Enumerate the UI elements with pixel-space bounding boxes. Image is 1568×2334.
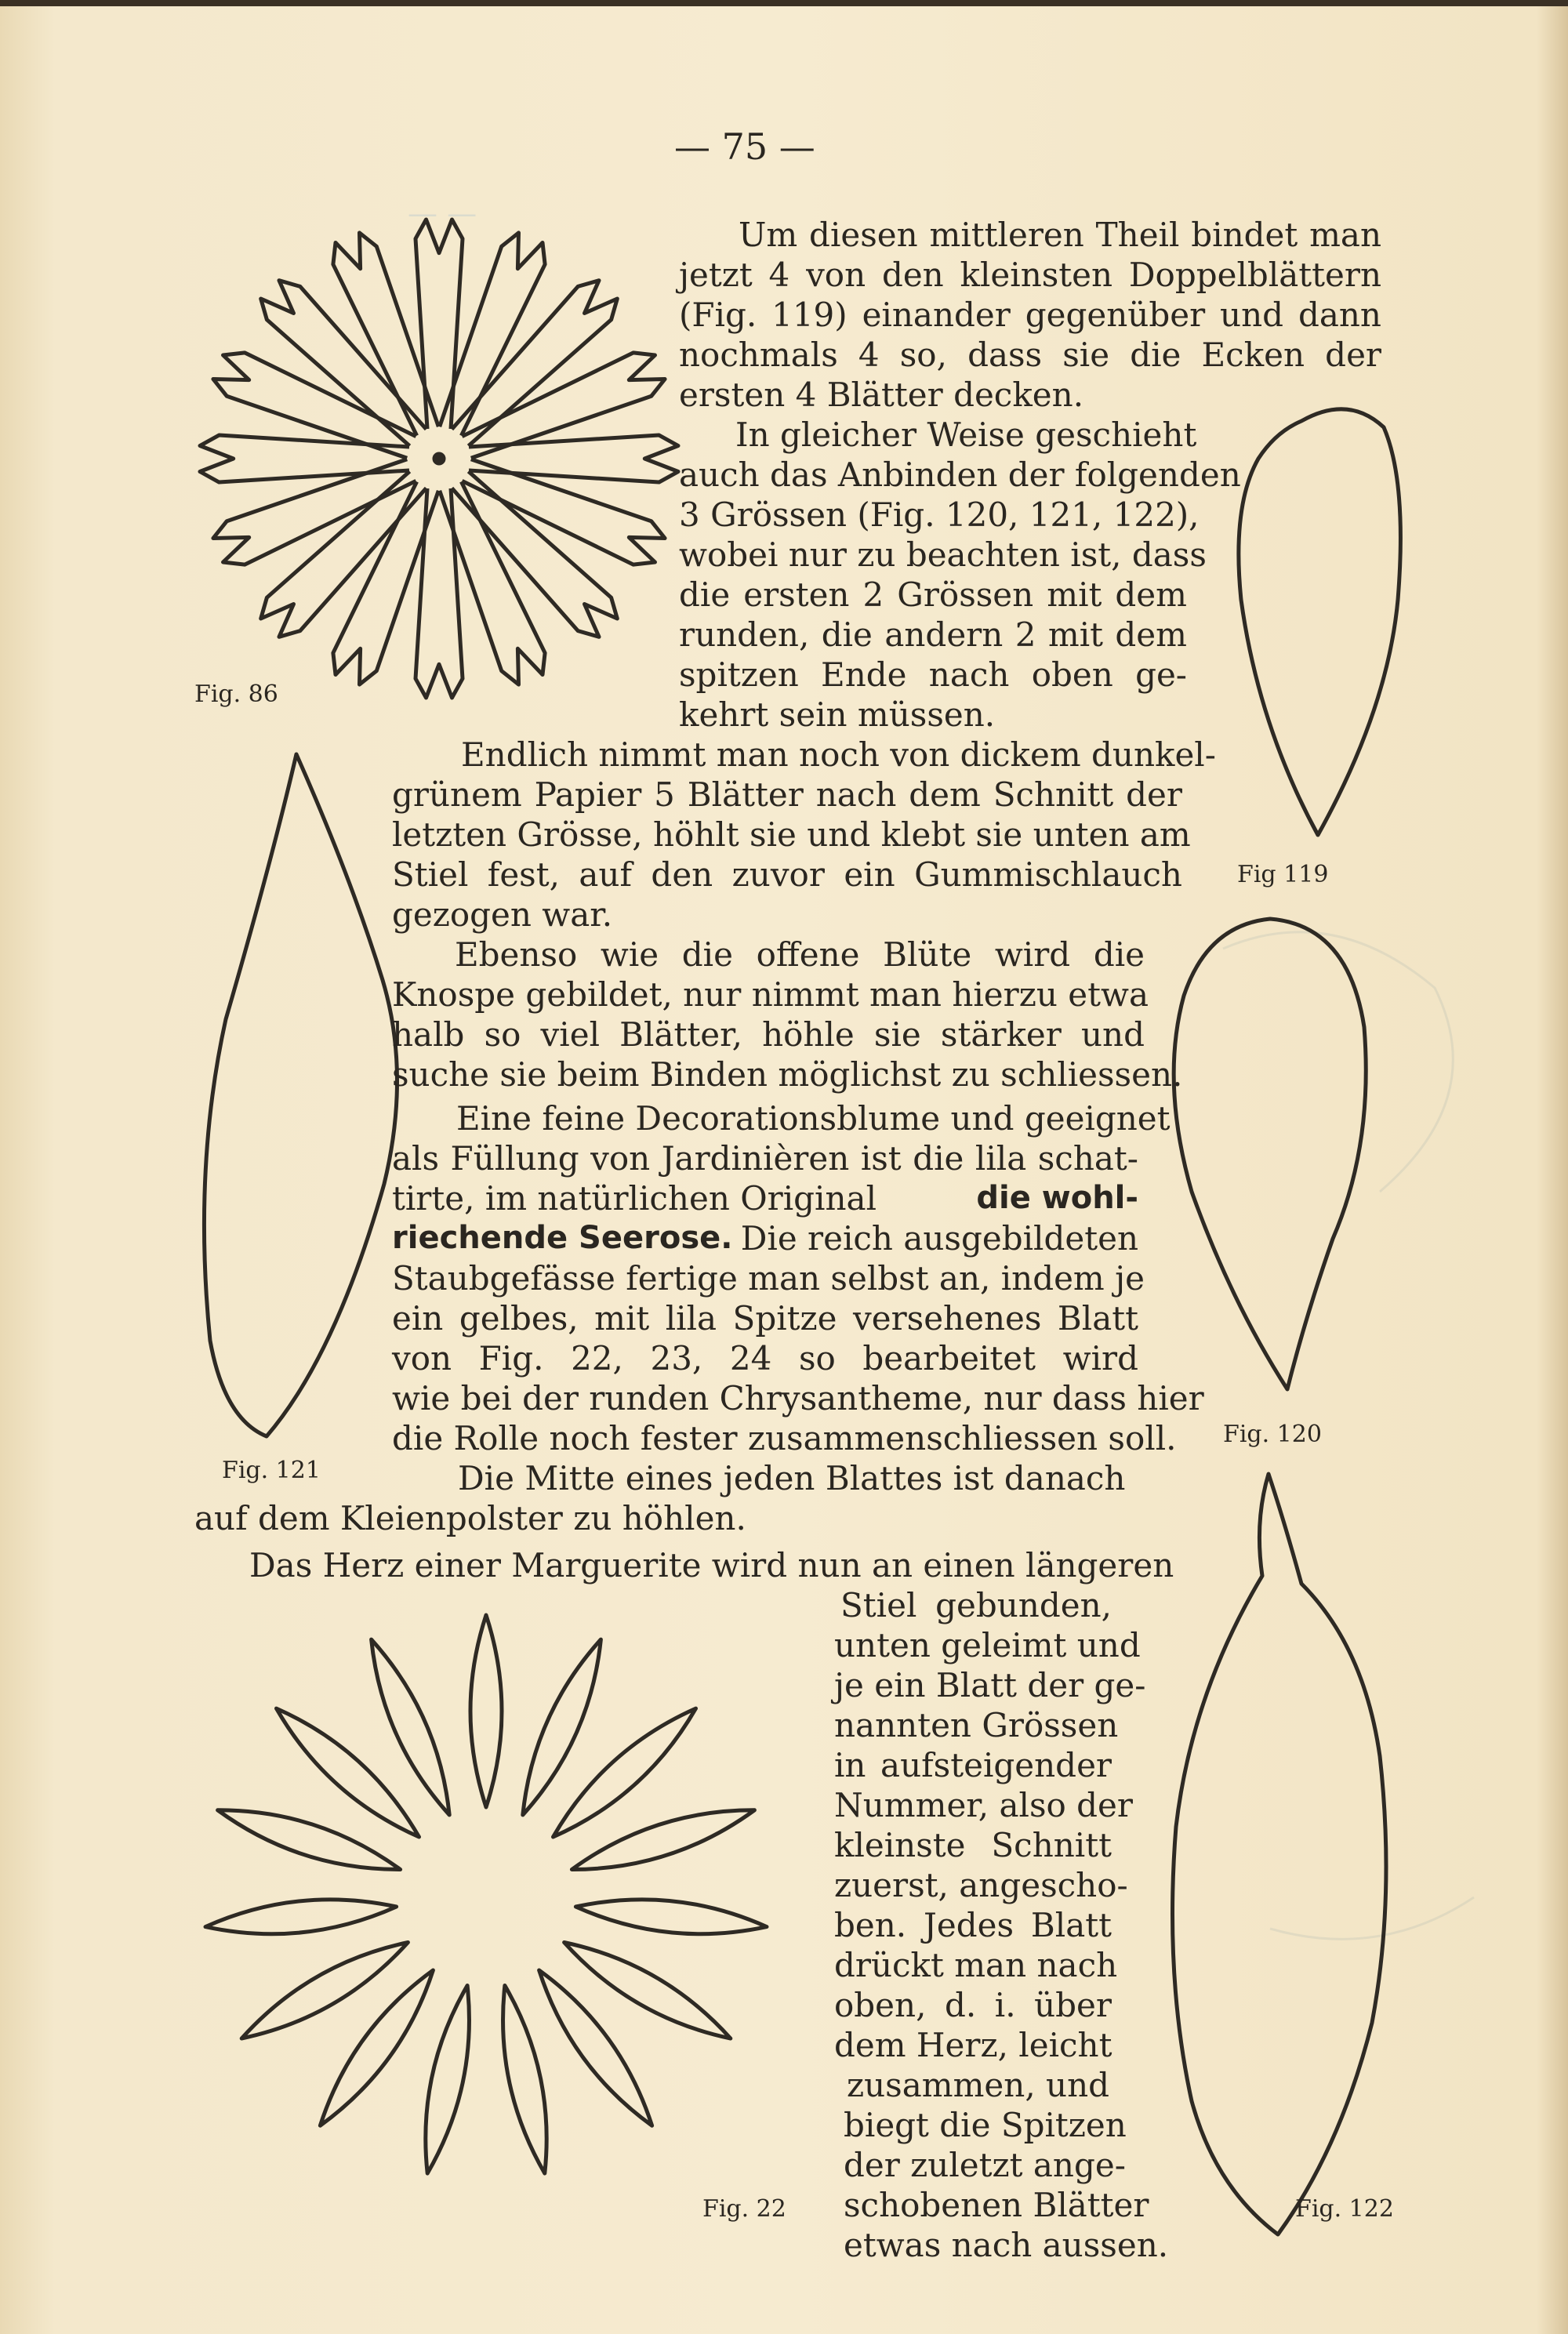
petal-outline — [261, 281, 426, 446]
petal-outline — [200, 435, 409, 482]
page-number: — 75 — — [674, 125, 815, 168]
paragraph-7-line-6: in aufsteigender — [834, 1746, 1112, 1784]
paragraph-2-line-3: 3 Grössen (Fig. 120, 121, 122), — [679, 495, 1200, 534]
paragraph-2-line-2: auch das Anbinden der folgenden — [679, 456, 1241, 494]
paragraph-7-line-12: oben, d. i. über — [834, 1986, 1112, 2024]
paragraph-5-line-7: von Fig. 22, 23, 24 so bearbeitet wird — [392, 1339, 1138, 1378]
paragraph-7-line-9: zuerst, angescho- — [834, 1866, 1128, 1904]
petal-outline — [564, 1943, 731, 2039]
paragraph-1-line-3: (Fig. 119) einander gegenüber und dann — [679, 296, 1381, 334]
paragraph-7-line-5: nannten Grössen — [834, 1706, 1119, 1744]
fig-22-caption: Fig. 22 — [702, 2195, 786, 2223]
petal-outline — [452, 281, 617, 446]
paragraph-7-line-17: schobenen Blätter — [844, 2186, 1149, 2224]
petal-outline — [426, 1986, 470, 2174]
paragraph-4-line-1: Ebenso wie die offene Blüte wird die — [455, 935, 1145, 974]
petal-outline — [452, 471, 617, 637]
show-through-text: — — — [408, 196, 477, 230]
petal-outline — [539, 1970, 652, 2125]
paragraph-3-line-5: gezogen war. — [392, 895, 613, 934]
paragraph-3-line-1: Endlich nimmt man noch von dickem dunkel- — [461, 735, 1216, 774]
fig-86-flower-drawing — [180, 196, 729, 729]
paragraph-7-line-4: je ein Blatt der ge- — [834, 1666, 1146, 1704]
paragraph-1-line-1: Um diesen mittleren Theil bindet man — [739, 216, 1381, 254]
fig-86-caption: Fig. 86 — [194, 681, 278, 708]
paragraph-7-line-15: biegt die Spitzen — [844, 2106, 1127, 2144]
fig-121-leaf-drawing — [179, 745, 414, 1466]
paragraph-2-line-8: kehrt sein müssen. — [679, 695, 996, 734]
paragraph-7-line-2: Stiel gebunden, — [840, 1586, 1112, 1624]
paragraph-7-line-13: dem Herz, leicht — [834, 2026, 1112, 2064]
paragraph-6-line-2: auf dem Kleienpolster zu höhlen. — [194, 1499, 746, 1537]
petal-outline — [416, 488, 463, 698]
petal-outline — [277, 1708, 419, 1837]
petal-outline — [470, 1615, 502, 1807]
fig-119-leaf-drawing — [1227, 396, 1431, 851]
paragraph-2-line-5: die ersten 2 Grössen mit dem — [679, 575, 1187, 614]
fig-119-caption: Fig 119 — [1237, 861, 1329, 888]
paragraph-3-line-2: grünem Papier 5 Blätter nach dem Schnitt der — [392, 775, 1182, 814]
paragraph-4-line-4: suche sie beim Binden möglichst zu schliessen. — [392, 1055, 1183, 1094]
paragraph-5-line-5: Staubgefässe fertige man selbst an, indem je — [392, 1259, 1145, 1298]
paragraph-2-line-7: spitzen Ende nach oben ge- — [679, 655, 1187, 694]
paragraph-5-line-8: wie bei der runden Chrysantheme, nur dass hier — [392, 1379, 1204, 1417]
fig-22-flower-drawing — [188, 1599, 815, 2227]
paragraph-1-line-4: nochmals 4 so, dass sie die Ecken der — [679, 336, 1381, 374]
petal-outline — [503, 1986, 547, 2174]
paragraph-1-line-2: jetzt 4 von den kleinsten Doppelblättern — [679, 256, 1381, 294]
petal-outline — [320, 1970, 433, 2125]
petal-outline — [241, 1943, 408, 2039]
paragraph-7-line-7: Nummer, also der — [834, 1786, 1133, 1824]
petal-outline — [554, 1708, 696, 1837]
fig-120-leaf-drawing — [1152, 909, 1380, 1411]
paragraph-5-emphasis-1: die wohl- — [976, 1180, 1138, 1216]
paragraph-5-line-6: ein gelbes, mit lila Spitze versehenes Blatt — [392, 1299, 1138, 1338]
paragraph-5-line-9: die Rolle noch fester zusammenschliessen soll. — [392, 1419, 1177, 1457]
petal-outline — [416, 220, 463, 429]
paragraph-4-line-2: Knospe gebildet, nur nimmt man hierzu etwa — [392, 975, 1149, 1014]
paragraph-5-line-4 — [392, 1219, 1138, 1258]
paragraph-5-line-2: als Füllung von Jardinièren ist die lila schat- — [392, 1139, 1138, 1178]
paragraph-2-line-6: runden, die andern 2 mit dem — [679, 615, 1187, 654]
fig-121-caption: Fig. 121 — [222, 1457, 321, 1484]
petal-outline — [575, 1900, 767, 1934]
petal-outline — [469, 435, 678, 482]
paragraph-5-line-4-text: Die reich ausgebildeten — [740, 1219, 1138, 1258]
paragraph-5-line-3 — [392, 1179, 1138, 1218]
petal-outline — [205, 1900, 397, 1934]
paragraph-7-line-14: zusammen, und — [847, 2066, 1110, 2104]
fig-122-caption: Fig. 122 — [1295, 2195, 1394, 2223]
fig-122-leaf-drawing — [1145, 1458, 1411, 2258]
petal-outline — [261, 471, 426, 637]
paragraph-7-line-3: unten geleimt und — [834, 1626, 1141, 1664]
paragraph-2-line-1: In gleicher Weise geschieht — [735, 416, 1197, 454]
paragraph-3-line-4: Stiel fest, auf den zuvor ein Gummischlauch — [392, 855, 1182, 894]
paragraph-5-emphasis-2: riechende Seerose. — [392, 1220, 733, 1256]
paragraph-2-line-4: wobei nur zu beachten ist, dass — [679, 535, 1207, 574]
petal-outline — [218, 1810, 401, 1870]
paragraph-7-line-10: ben. Jedes Blatt — [834, 1906, 1112, 1944]
flower-center-dot — [434, 454, 444, 463]
paragraph-7-line-1: Das Herz einer Marguerite wird nun an einen längeren — [249, 1546, 1174, 1584]
paragraph-1-line-5: ersten 4 Blätter decken. — [679, 376, 1084, 414]
paragraph-3-line-3: letzten Grösse, höhlt sie und klebt sie unten am — [392, 815, 1191, 854]
paragraph-7-line-11: drückt man nach — [834, 1946, 1118, 1984]
fig-120-caption: Fig. 120 — [1223, 1421, 1322, 1448]
paragraph-5-line-1: Eine feine Decorationsblume und geeignet — [456, 1099, 1171, 1138]
paragraph-7-line-18: etwas nach aussen. — [844, 2226, 1169, 2264]
paragraph-7-line-16: der zuletzt ange- — [844, 2146, 1126, 2184]
paragraph-4-line-3: halb so viel Blätter, höhle sie stärker und — [392, 1015, 1145, 1054]
paragraph-6-line-1: Die Mitte eines jeden Blattes ist danach — [458, 1459, 1126, 1497]
paragraph-5-line-3-text: tirte, im natürlichen Original — [392, 1179, 877, 1218]
paragraph-7-line-8: kleinste Schnitt — [834, 1826, 1112, 1864]
petal-outline — [572, 1810, 754, 1870]
